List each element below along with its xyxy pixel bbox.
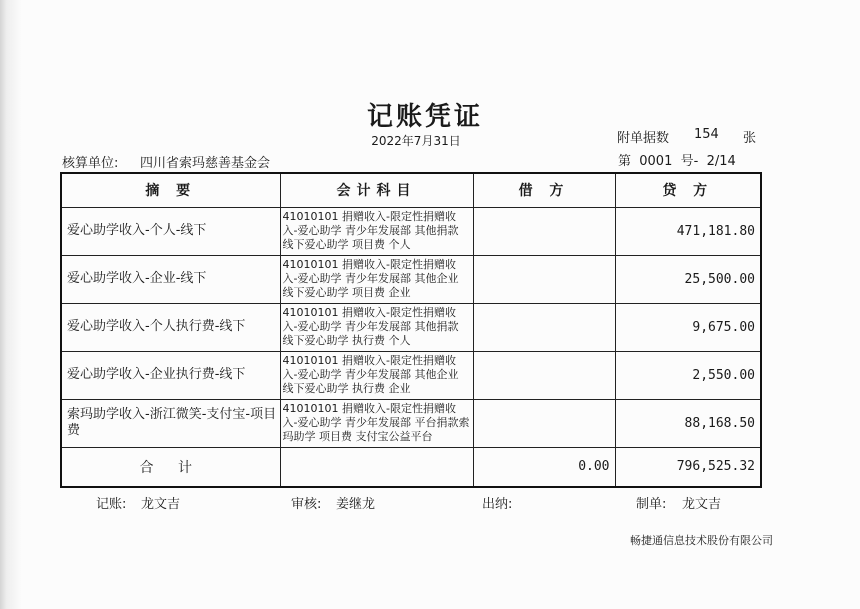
total-label: 合 计	[61, 447, 280, 487]
row-credit: 471,181.80	[615, 207, 761, 255]
row-credit: 88,168.50	[615, 399, 761, 447]
attachment-label: 附单据数	[617, 131, 670, 146]
row-account: 41010101 捐赠收入-限定性捐赠收入-爱心助学 青少年发展部 其他捐款 线下爱心助学 执行费 个人	[280, 303, 473, 351]
table-row	[61, 207, 761, 255]
reviewer-name: 姜继龙	[336, 497, 376, 512]
row-summary: 爱心助学收入-个人执行费-线下	[61, 303, 280, 351]
attachment-count: 154	[694, 127, 719, 142]
total-account-empty	[280, 447, 473, 487]
voucher-date: 2022年7月31日	[371, 134, 461, 148]
total-credit: 796,525.32	[615, 447, 761, 487]
row-account: 41010101 捐赠收入-限定性捐赠收入-爱心助学 青少年发展部 平台捐款索玛助学 项目费 支付宝公益平台	[280, 399, 473, 447]
row-debit	[473, 399, 615, 447]
software-company-footer: 畅捷通信息技术股份有限公司	[630, 534, 773, 547]
row-account: 41010101 捐赠收入-限定性捐赠收入-爱心助学 青少年发展部 其他企业 线下爱心助学 执行费 企业	[280, 351, 473, 399]
accounting-unit-label: 核算单位:	[62, 156, 119, 171]
row-debit	[473, 351, 615, 399]
header-credit: 贷 方	[615, 173, 761, 207]
total-row	[61, 447, 761, 487]
reviewer-label: 审核:	[291, 497, 322, 512]
voucher-table	[60, 172, 762, 488]
header-account: 会计科目	[280, 173, 473, 207]
scan-edge-shadow	[0, 0, 22, 609]
row-debit	[473, 303, 615, 351]
row-summary: 爱心助学收入-企业-线下	[61, 255, 280, 303]
row-credit: 25,500.00	[615, 255, 761, 303]
row-debit	[473, 255, 615, 303]
row-account: 41010101 捐赠收入-限定性捐赠收入-爱心助学 青少年发展部 其他企业 线下爱心助学 项目费 企业	[280, 255, 473, 303]
table-row	[61, 303, 761, 351]
table-row	[61, 399, 761, 447]
table-row	[61, 351, 761, 399]
bookkeeper-label: 记账:	[96, 497, 127, 512]
row-summary: 索玛助学收入-浙江微笑-支付宝-项目费	[61, 399, 280, 447]
header-summary: 摘 要	[61, 173, 280, 207]
attachment-unit: 张	[743, 131, 757, 146]
table-header-row	[61, 173, 761, 207]
accounting-unit-name: 四川省索玛慈善基金会	[140, 156, 271, 171]
row-account: 41010101 捐赠收入-限定性捐赠收入-爱心助学 青少年发展部 其他捐款 线下爱心助学 项目费 个人	[280, 207, 473, 255]
row-summary: 爱心助学收入-个人-线下	[61, 207, 280, 255]
preparer-name: 龙文吉	[682, 497, 722, 512]
cashier-label: 出纳:	[482, 497, 513, 512]
row-debit	[473, 207, 615, 255]
total-debit: 0.00	[473, 447, 615, 487]
row-credit: 9,675.00	[615, 303, 761, 351]
bookkeeper-name: 龙文吉	[141, 497, 181, 512]
preparer-label: 制单:	[636, 497, 667, 512]
table-row	[61, 255, 761, 303]
row-summary: 爱心助学收入-企业执行费-线下	[61, 351, 280, 399]
row-credit: 2,550.00	[615, 351, 761, 399]
voucher-title: 记账凭证	[366, 102, 483, 132]
header-debit: 借 方	[473, 173, 615, 207]
voucher-number: 第 0001 号- 2/14	[618, 154, 736, 169]
